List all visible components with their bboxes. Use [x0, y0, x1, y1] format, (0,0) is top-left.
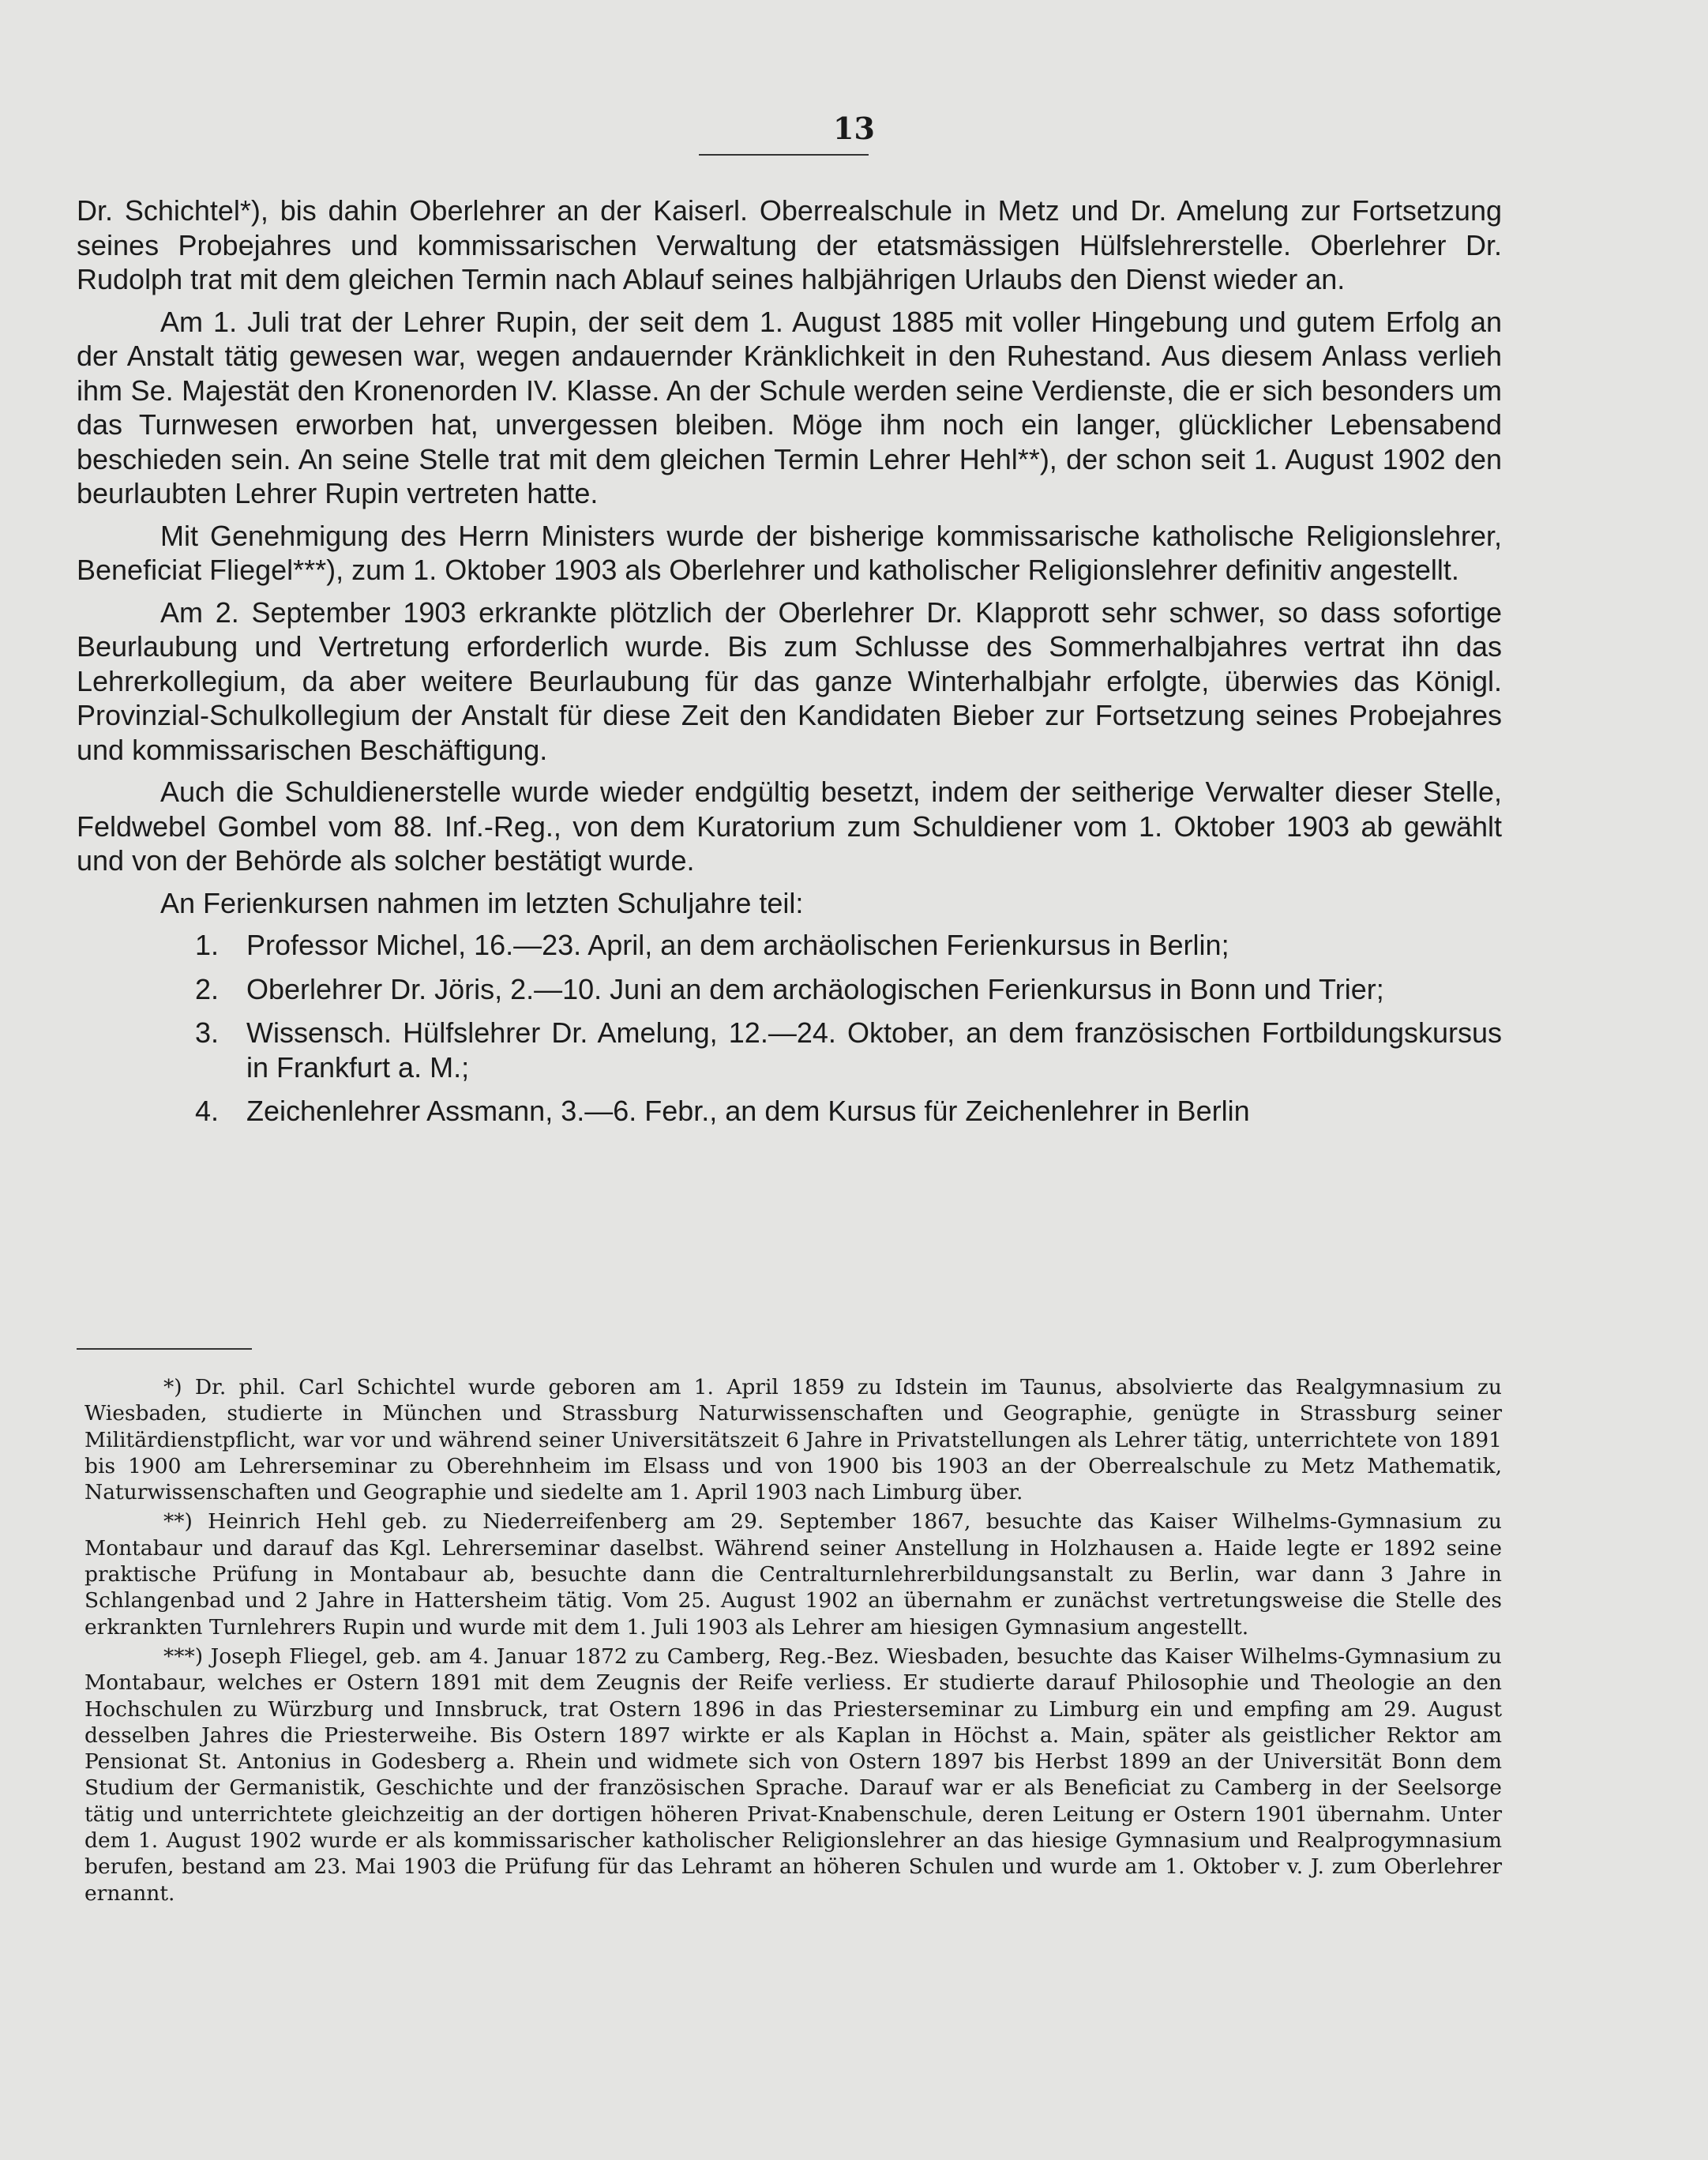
list-item	[77, 928, 1502, 963]
paragraph-ferienkurse-intro: An Ferienkursen nahmen im letzten Schuljahre teil:	[160, 886, 804, 919]
footnote-divider	[77, 1348, 252, 1350]
list-item-text: Zeichenlehrer Assmann, 3.—6. Febr., an dem Kursus für Zeichenlehrer in Berlin	[246, 1095, 1250, 1127]
list-item-text: Wissensch. Hülfslehrer Dr. Amelung, 12.—24. Oktober, an dem französischen Fortbildungskursus in Frankfurt a. M.;	[246, 1016, 1502, 1084]
footnotes	[84, 1374, 1502, 1910]
paragraph-klapprott: Am 2. September 1903 erkrankte plötzlich der Oberlehrer Dr. Klapprott sehr schwer, so dass sofortige Beurlaubung und Vertretung erforderlich wurde. Bis zum Schlusse des Sommerhalbjahres vertrat ihn das Lehrerkollegium, da aber weitere Beurlaubung für das ganze Winterhalbjahr erfolgte, überwies das Königl. Provinzial-Schulkollegium der Anstalt für diese Zeit den Kandidaten Bieber zur Fortsetzung seines Probejahres und kommissarischen Beschäftigung.	[77, 595, 1502, 766]
list-item	[77, 1094, 1502, 1129]
list-item-text: Professor Michel, 16.—23. April, an dem archäolischen Ferienkursus in Berlin;	[246, 929, 1229, 961]
paragraph-fliegel: Mit Genehmigung des Herrn Ministers wurde der bisherige kommissarische katholische Religionslehrer, Beneficiat Fliegel***), zum 1. Oktober 1903 als Oberlehrer und katholischer Religionslehrer definitiv angestellt.	[77, 519, 1502, 586]
main-text	[77, 193, 1502, 1138]
courses-list	[77, 928, 1502, 1129]
list-item	[77, 1016, 1502, 1084]
list-item-number: 3.	[195, 1016, 220, 1049]
paragraph-schichtel: Dr. Schichtel*), bis dahin Oberlehrer an der Kaiserl. Oberrealschule in Metz und Dr. Amelung zur Fortsetzung seines Probejahres und kommissarischen Verwaltung der etatsmässigen Hülfslehrerstelle. Oberlehrer Dr. Rudolph trat mit dem gleichen Termin nach Ablauf seines halbjährigen Urlaubs den Dienst wieder an.	[77, 194, 1502, 295]
footnote-hehl: **) Heinrich Hehl geb. zu Niederreifenberg am 29. September 1867, besuchte das Kaiser Wilhelms-Gymnasium zu Montabaur und darauf das Kgl. Lehrerseminar daselbst. Während seiner Anstellung in Holzhausen a. Haide legte er 1892 seine praktische Prüfung in Montabaur ab, besuchte dann die Centralturnlehrerbildungsanstalt zu Berlin, war dann 3 Jahre in Schlangenbad und 2 Jahre in Hattersheim tätig. Vom 25. August 1902 an übernahm er zunächst vertretungsweise die Stelle des erkrankten Turnlehrers Rupin und wurde mit dem 1. Juli 1903 als Lehrer am hiesigen Gymnasium angestellt.	[84, 1509, 1502, 1640]
list-item-number: 4.	[195, 1095, 220, 1127]
footnote-schichtel: *) Dr. phil. Carl Schichtel wurde geboren am 1. April 1859 zu Idstein im Taunus, absolvierte das Realgymnasium zu Wiesbaden, studierte in München und Strassburg Naturwissenschaften und Geographie, genügte in Strassburg seiner Militärdienstpflicht, war vor und während seiner Universitätszeit 6 Jahre in Privatstellungen als Lehrer tätig, unterrichtete von 1891 bis 1900 am Lehrerseminar zu Oberehnheim im Elsass und von 1900 bis 1903 an der Oberrealschule zu Metz Mathematik, Naturwissenschaften und Geographie und siedelte am 1. April 1903 nach Limburg über.	[84, 1375, 1502, 1505]
list-item	[77, 972, 1502, 1007]
list-item-text: Oberlehrer Dr. Jöris, 2.—10. Juni an dem archäologischen Ferienkursus in Bonn und Trier;	[246, 972, 1384, 1005]
page-number: 13	[833, 111, 875, 146]
footnote-fliegel: ***) Joseph Fliegel, geb. am 4. Januar 1872 zu Camberg, Reg.-Bez. Wiesbaden, besuchte das Kaiser Wilhelms-Gymnasium zu Montabaur, welches er Ostern 1891 mit dem Zeugnis der Reife verliess. Er studierte darauf Philosophie und Theologie an den Hochschulen zu Würzburg und Innsbruck, trat Ostern 1896 in das Priesterseminar zu Limburg ein und empfing am 29. August desselben Jahres die Priesterweihe. Bis Ostern 1897 wirkte er als Kaplan in Höchst a. Main, später als geistlicher Rektor am Pensionat St. Antonius in Godesberg a. Rhein und widmete sich von Ostern 1897 bis Herbst 1899 an der Universität Bonn dem Studium der Germanistik, Geschichte und der französischen Sprache. Darauf war er als Beneficiat zu Camberg in der Seelsorge tätig und unterrichtete gleichzeitig an der dortigen höheren Privat-Knabenschule, deren Leitung er Ostern 1901 übernahm. Unter dem 1. August 1902 wurde er als kommissarischer katholischer Religionslehrer an das hiesige Gymnasium und Realprogymnasium berufen, bestand am 23. Mai 1903 die Prüfung für das Lehramt an höheren Schulen und wurde am 1. Oktober v. J. zum Oberlehrer ernannt.	[84, 1643, 1502, 1906]
paragraph-rupin: Am 1. Juli trat der Lehrer Rupin, der seit dem 1. August 1885 mit voller Hingebung und gutem Erfolg an der Anstalt tätig gewesen war, wegen andauernder Kränklichkeit in den Ruhestand. Aus diesem Anlass verlieh ihm Se. Majestät den Kronenorden IV. Klasse. An der Schule werden seine Verdienste, die er sich besonders um das Turnwesen erworben hat, unvergessen bleiben. Möge ihm noch ein langer, glücklicher Lebensabend beschieden sein. An seine Stelle trat mit dem gleichen Termin Lehrer Hehl**), der schon seit 1. August 1902 den beurlaubten Lehrer Rupin vertreten hatte.	[77, 305, 1502, 509]
page-number-rule	[699, 154, 869, 156]
list-item-number: 1.	[195, 929, 220, 961]
list-item-number: 2.	[195, 972, 220, 1005]
paragraph-schuldiener: Auch die Schuldienerstelle wurde wieder endgültig besetzt, indem der seitherige Verwalter dieser Stelle, Feldwebel Gombel vom 88. Inf.-Reg., von dem Kuratorium zum Schuldiener vom 1. Oktober 1903 ab gewählt und von der Behörde als solcher bestätigt wurde.	[77, 776, 1502, 877]
